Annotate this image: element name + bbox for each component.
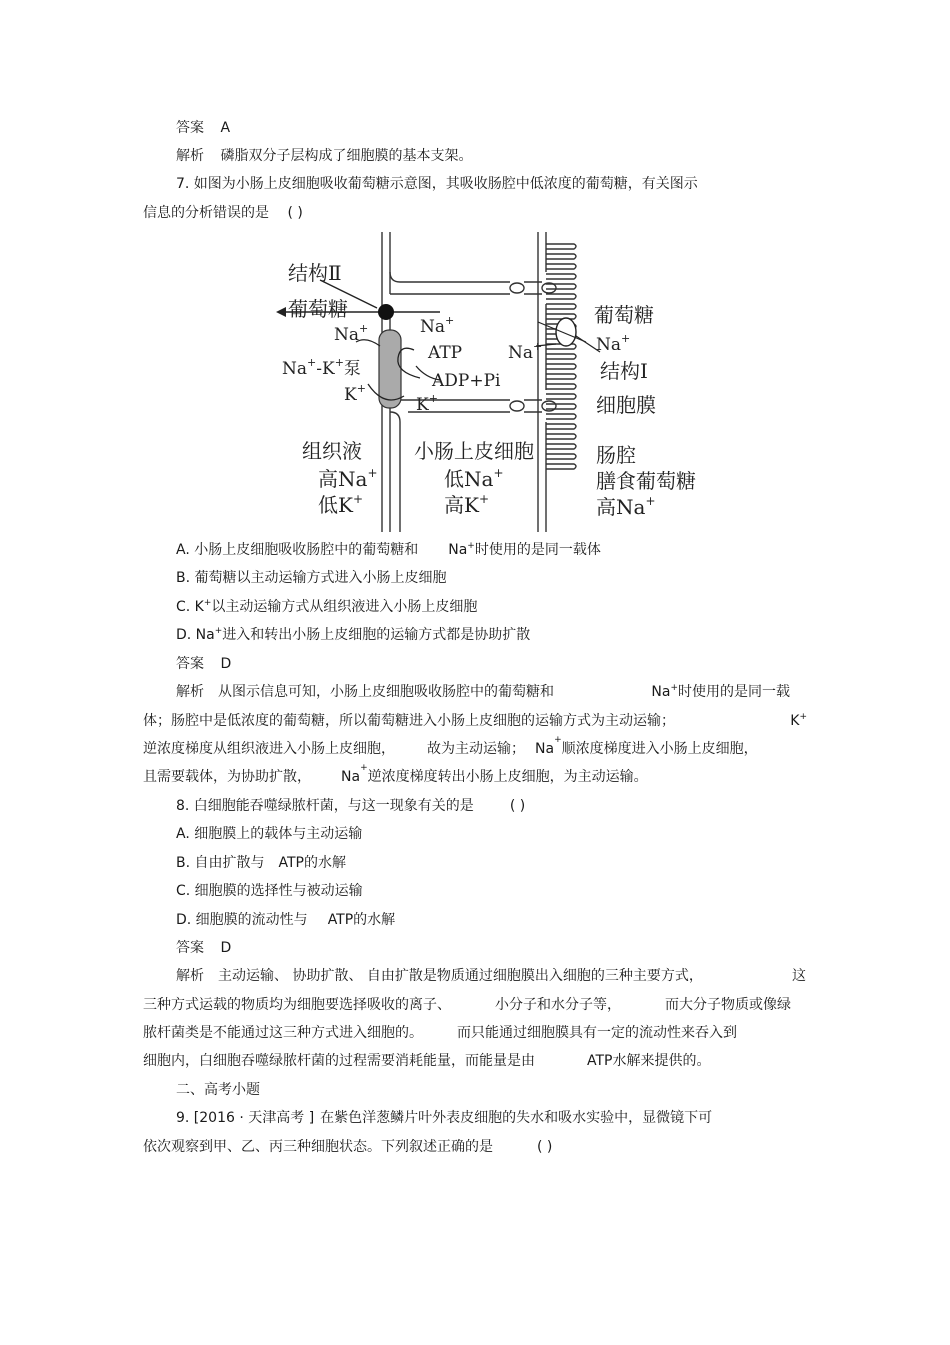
q7-option-d: D. Na+进入和转出小肠上皮细胞的运输方式都是协助扩散	[176, 626, 531, 643]
answer-paren: ( )	[509, 798, 526, 814]
q7-answer	[176, 655, 231, 673]
answer-value: A	[220, 120, 231, 136]
label-na-right: Na+	[596, 332, 631, 355]
q8-option-c: C. 细胞膜的选择性与被动运输	[176, 883, 363, 899]
analysis-label: 解析	[176, 148, 204, 164]
q7-option-b: B. 葡萄糖以主动运输方式进入小肠上皮细胞	[176, 570, 447, 586]
q8-analysis-line2: 三种方式运载的物质均为细胞要选择吸收的离子、 小分子和水分子等， 而大分子物质或像绿	[143, 997, 791, 1013]
answer-label: 答案	[176, 656, 204, 672]
q7-stem-line1: 7. 如图为小肠上皮细胞吸收葡萄糖示意图，其吸收肠腔中低浓度的葡萄糖，有关图示	[176, 176, 698, 192]
label-adp-pi: ADP+Pi	[432, 371, 501, 391]
q8-option-d: D. 细胞膜的流动性与 ATP的水解	[176, 912, 396, 928]
label-na-top: Na+	[420, 314, 455, 337]
q8-analysis-line3: 脓杆菌类是不能通过这三种方式进入细胞的。 而只能通过细胞膜具有一定的流动性来吞入到	[143, 1025, 737, 1041]
q8-option-a: A. 细胞膜上的载体与主动运输	[176, 826, 363, 842]
label-cell: 小肠上皮细胞	[414, 439, 534, 463]
answer-value: D	[220, 656, 232, 672]
answer-value: D	[220, 940, 232, 956]
label-na-right2: Na+	[508, 340, 543, 363]
answer-label: 答案	[176, 940, 204, 956]
label-lumen: 肠腔	[596, 443, 636, 467]
label-na-left: Na+	[334, 322, 369, 345]
q7-option-a: A. 小肠上皮细胞吸收肠腔中的葡萄糖和 Na+时使用的是同一载体	[176, 541, 601, 558]
na-k-pump	[379, 330, 401, 408]
q9-stem-line2: 依次观察到甲、乙、丙三种细胞状态。下列叙述正确的是 ( )	[143, 1139, 553, 1155]
small-intestine-glucose-absorption-diagram	[270, 232, 716, 532]
q8-stem: 8. 白细胞能吞噬绿脓杆菌，与这一现象有关的是 ( )	[176, 798, 526, 814]
label-glucose-left: 葡萄糖	[288, 297, 348, 321]
structure2-carrier	[378, 304, 394, 320]
q9-stem-line1: 9. [2016 · 天津高考 ] 在紫色洋葱鳞片叶外表皮细胞的失水和吸水实验中，显微镜下可	[176, 1110, 713, 1126]
q6-analysis	[176, 147, 472, 165]
q7-stem-line2: 信息的分析错误的是 ( )	[143, 205, 303, 221]
label-diet-glucose: 膳食葡萄糖	[596, 469, 696, 493]
answer-label: 答案	[176, 120, 204, 136]
q7-option-c: C. K+以主动运输方式从组织液进入小肠上皮细胞	[176, 598, 478, 615]
label-k-bottom: K+	[416, 392, 438, 415]
answer-paren: ( )	[287, 205, 303, 221]
section-heading: 二、高考小题	[176, 1082, 260, 1098]
answer-paren: ( )	[537, 1139, 553, 1155]
label-tf-high-na: 高Na+	[318, 466, 378, 491]
label-structure1: 结构Ⅰ	[600, 359, 648, 383]
q8-option-b: B. 自由扩散与 ATP的水解	[176, 855, 346, 871]
q7-analysis-line2: 体；肠腔中是低浓度的葡萄糖，所以葡萄糖进入小肠上皮细胞的运输方式为主动运输； K+	[143, 712, 807, 729]
label-tissue-fluid: 组织液	[302, 439, 362, 463]
q7-analysis-line3: 逆浓度梯度从组织液进入小肠上皮细胞， 故为主动运输； Na + 顺浓度梯度进入小肠上皮细胞，	[143, 735, 758, 757]
label-atp: ATP	[428, 343, 463, 363]
label-structure2: 结构Ⅱ	[288, 261, 342, 285]
label-cell-low-na: 低Na+	[444, 466, 504, 491]
label-glucose-right: 葡萄糖	[594, 303, 654, 327]
label-lumen-high-na: 高Na+	[596, 494, 656, 519]
label-membrane: 细胞膜	[596, 393, 656, 417]
label-na-k-pump: Na+-K+泵	[282, 356, 361, 379]
q8-answer	[176, 939, 231, 957]
q7-analysis-line1: 解析 从图示信息可知，小肠上皮细胞吸收肠腔中的葡萄糖和 Na+时使用的是同一载	[176, 683, 790, 700]
q8-analysis-line4: 细胞内，白细胞吞噬绿脓杆菌的过程需要消耗能量，而能量是由 ATP水解来提供的。	[143, 1053, 711, 1069]
q6-answer	[176, 119, 230, 137]
label-cell-high-k: 高K+	[444, 492, 490, 517]
analysis-text: 磷脂双分子层构成了细胞膜的基本支架。	[220, 148, 473, 164]
q7-analysis-line4: 且需要载体，为协助扩散， Na + 逆浓度梯度转出小肠上皮细胞，为主动运输。	[143, 763, 648, 785]
label-k-left: K+	[344, 382, 366, 405]
q8-analysis-line1: 解析 主动运输、 协助扩散、 自由扩散是物质通过细胞膜出入细胞的三种主要方式， 这	[176, 968, 806, 984]
label-tf-low-k: 低K+	[318, 492, 364, 517]
